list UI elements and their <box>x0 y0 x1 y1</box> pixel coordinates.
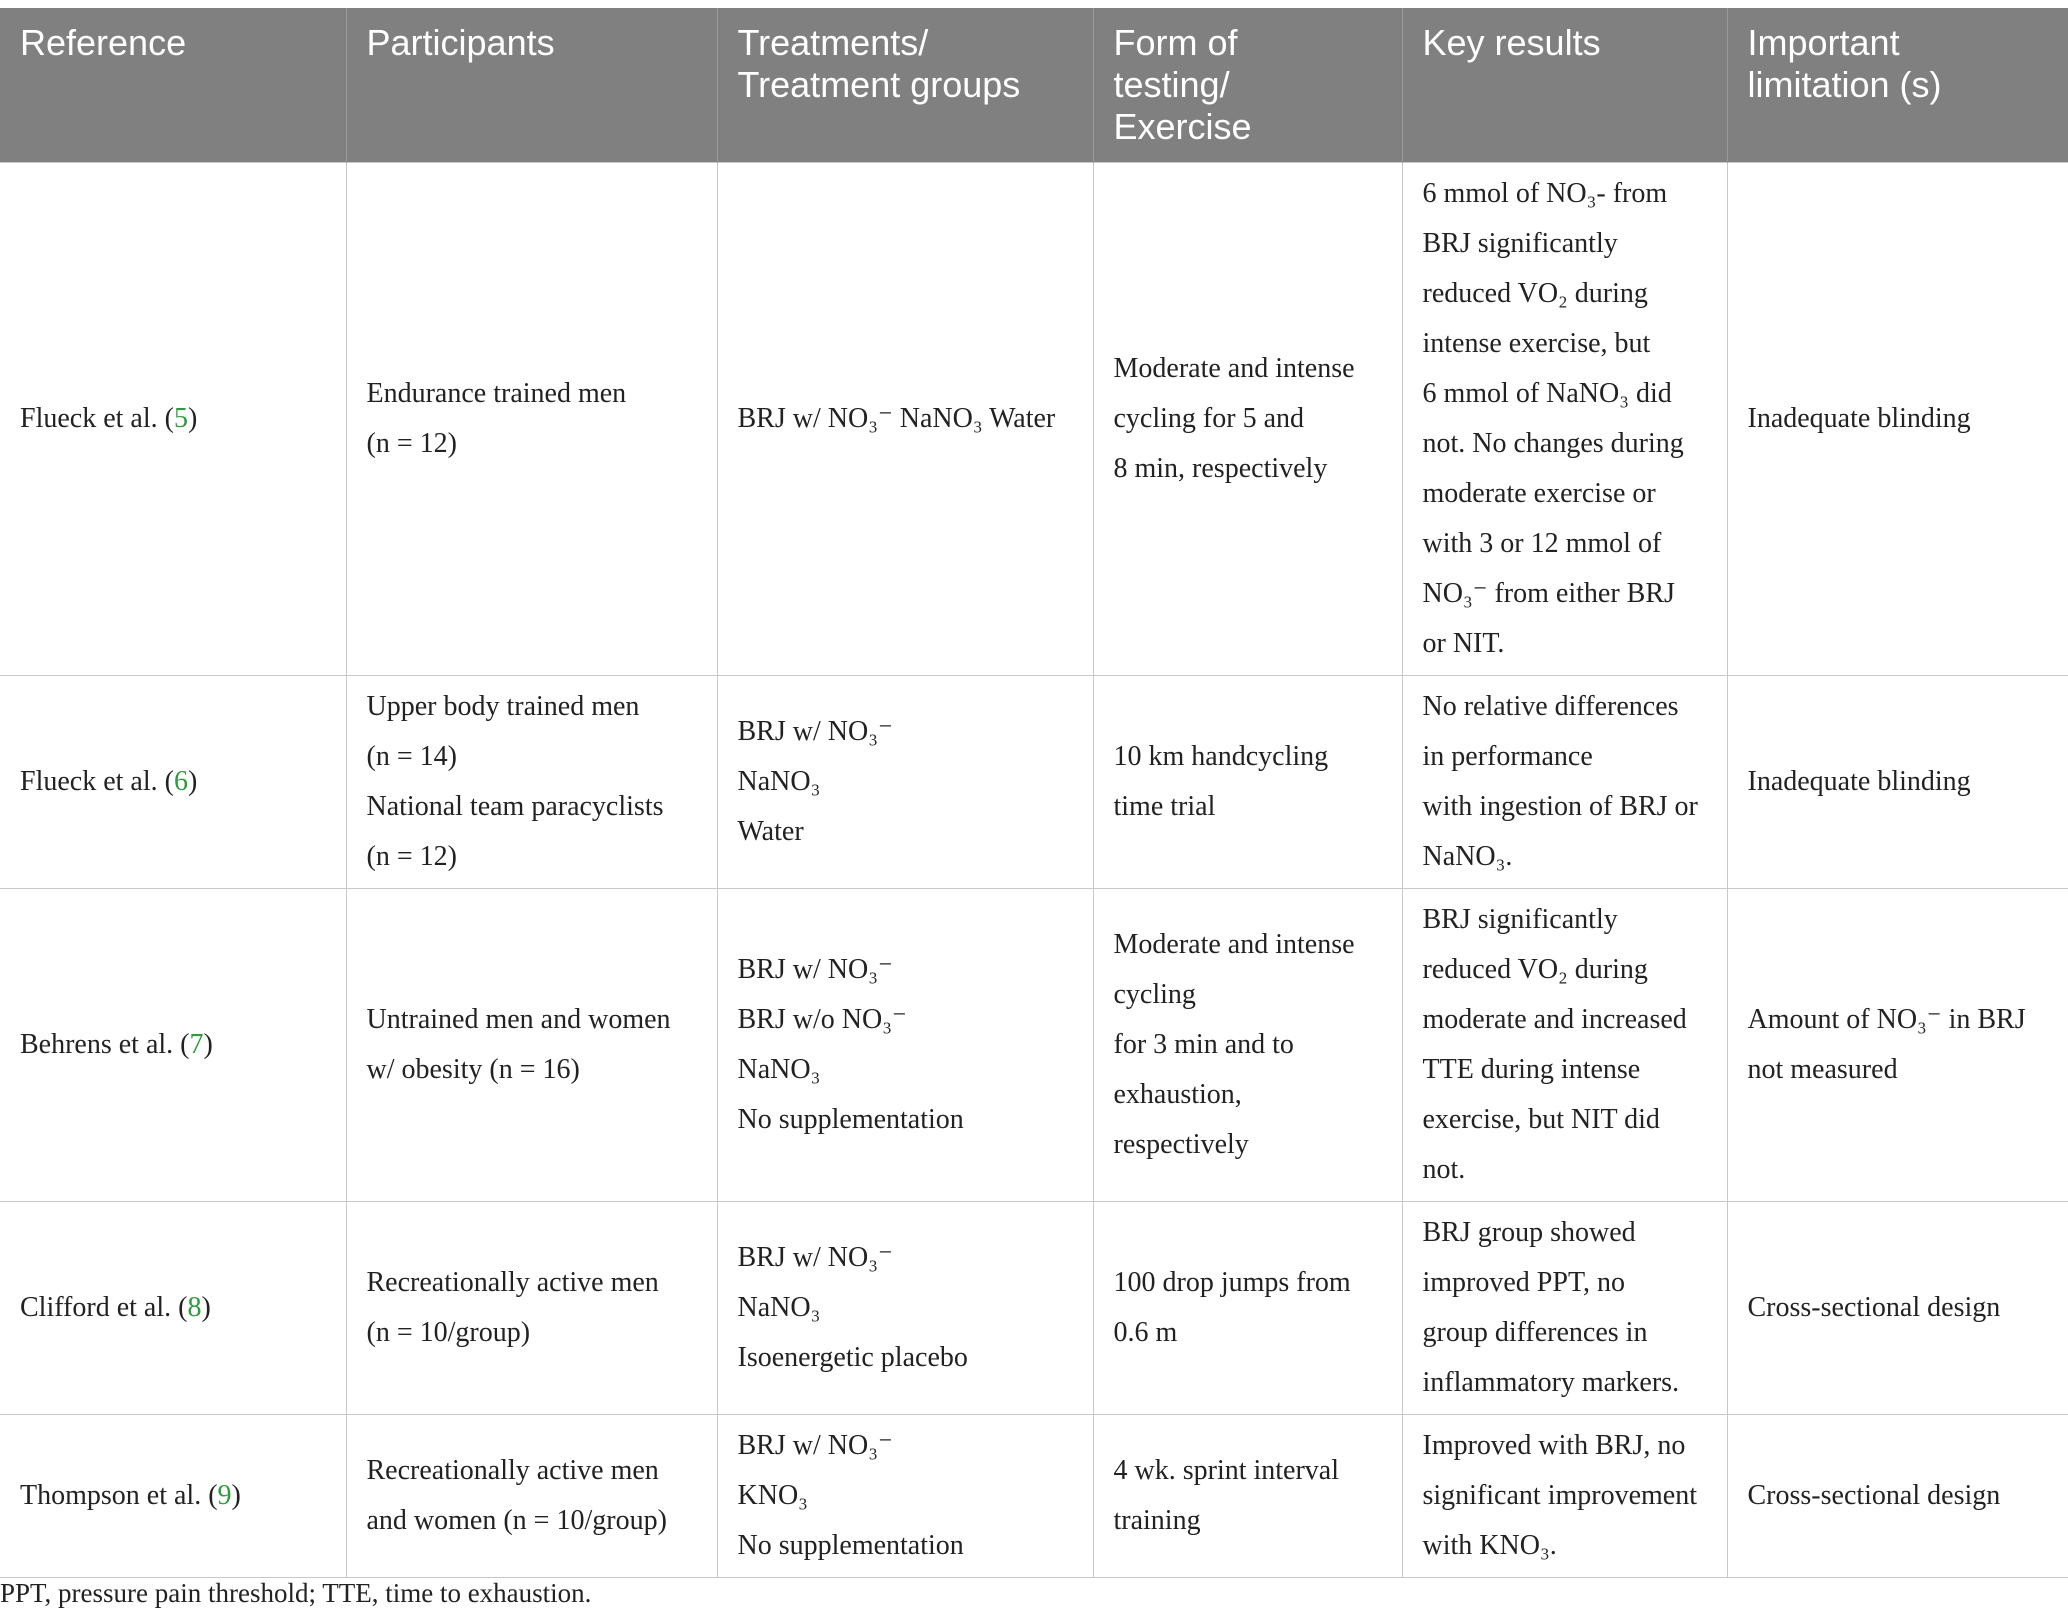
table-row <box>0 676 2068 889</box>
cell-testing: Moderate and intense cycling for 3 min and to exhaustion, respectively <box>1093 889 1402 1202</box>
cell-treatments: BRJ w/ NO₃⁻ KNO₃ No supplementation <box>717 1415 1093 1578</box>
cell-participants: Recreationally active men (n = 10/group) <box>346 1202 717 1415</box>
cell-treatments: BRJ w/ NO₃⁻ NaNO₃ Isoenergetic placebo <box>717 1202 1093 1415</box>
cell-testing: 100 drop jumps from 0.6 m <box>1093 1202 1402 1415</box>
cell-reference: Behrens et al. (7) <box>0 889 346 1202</box>
table-container <box>0 8 2068 1578</box>
reference-link[interactable]: 5 <box>173 403 188 434</box>
cell-participants: Recreationally active men and women (n = 10/group) <box>346 1415 717 1578</box>
table-row <box>0 1202 2068 1415</box>
cell-limitation: Cross-sectional design <box>1727 1202 2068 1415</box>
header-row <box>0 8 2068 163</box>
reference-link[interactable]: 7 <box>189 1029 204 1060</box>
cell-reference: Clifford et al. (8) <box>0 1202 346 1415</box>
cell-participants: Upper body trained men (n = 14) National team paracyclists (n = 12) <box>346 676 717 889</box>
cell-results: BRJ group showed improved PPT, no group differences in inflammatory markers. <box>1402 1202 1727 1415</box>
cell-treatments: BRJ w/ NO₃⁻ NaNO₃ Water <box>717 676 1093 889</box>
header-key-results: Key results <box>1402 8 1727 163</box>
cell-participants: Endurance trained men (n = 12) <box>346 163 717 676</box>
cell-reference: Thompson et al. (9) <box>0 1415 346 1578</box>
cell-treatments: BRJ w/ NO₃⁻ NaNO₃ Water <box>717 163 1093 676</box>
header-form-of-testing: Form of testing/ Exercise <box>1093 8 1402 163</box>
cell-limitation: Cross-sectional design <box>1727 1415 2068 1578</box>
cell-testing: 10 km handcycling time trial <box>1093 676 1402 889</box>
cell-limitation: Inadequate blinding <box>1727 676 2068 889</box>
cell-results: No relative differences in performance with ingestion of BRJ or NaNO₃. <box>1402 676 1727 889</box>
table-row <box>0 1415 2068 1578</box>
header-treatments: Treatments/ Treatment groups <box>717 8 1093 163</box>
cell-results: Improved with BRJ, no significant improvement with KNO₃. <box>1402 1415 1727 1578</box>
cell-treatments: BRJ w/ NO₃⁻ BRJ w/o NO₃⁻ NaNO₃ No supplementation <box>717 889 1093 1202</box>
cell-results: BRJ significantly reduced VO₂ during moderate and increased TTE during intense exercise, but NIT did not. <box>1402 889 1727 1202</box>
cell-testing: 4 wk. sprint interval training <box>1093 1415 1402 1578</box>
table-row <box>0 889 2068 1202</box>
cell-reference: Flueck et al. (5) <box>0 163 346 676</box>
table-row <box>0 163 2068 676</box>
table-footnote: PPT, pressure pain threshold; TTE, time to exhaustion. <box>0 1578 592 1608</box>
header-limitations: Important limitation (s) <box>1727 8 2068 163</box>
reference-link[interactable]: 8 <box>187 1292 202 1323</box>
cell-limitation: Inadequate blinding <box>1727 163 2068 676</box>
header-participants: Participants <box>346 8 717 163</box>
header-reference: Reference <box>0 8 346 163</box>
cell-results: 6 mmol of NO₃- from BRJ significantly reduced VO₂ during intense exercise, but 6 mmol of NaNO₃ did not. No changes during moderate exercise or with 3 or 12 mmol of NO₃⁻ from either BRJ or NIT. <box>1402 163 1727 676</box>
cell-limitation: Amount of NO₃⁻ in BRJ not measured <box>1727 889 2068 1202</box>
studies-table <box>0 8 2068 1578</box>
cell-participants: Untrained men and women w/ obesity (n = 16) <box>346 889 717 1202</box>
cell-reference: Flueck et al. (6) <box>0 676 346 889</box>
reference-link[interactable]: 6 <box>173 766 188 797</box>
cell-testing: Moderate and intense cycling for 5 and 8 min, respectively <box>1093 163 1402 676</box>
reference-link[interactable]: 9 <box>217 1480 232 1511</box>
